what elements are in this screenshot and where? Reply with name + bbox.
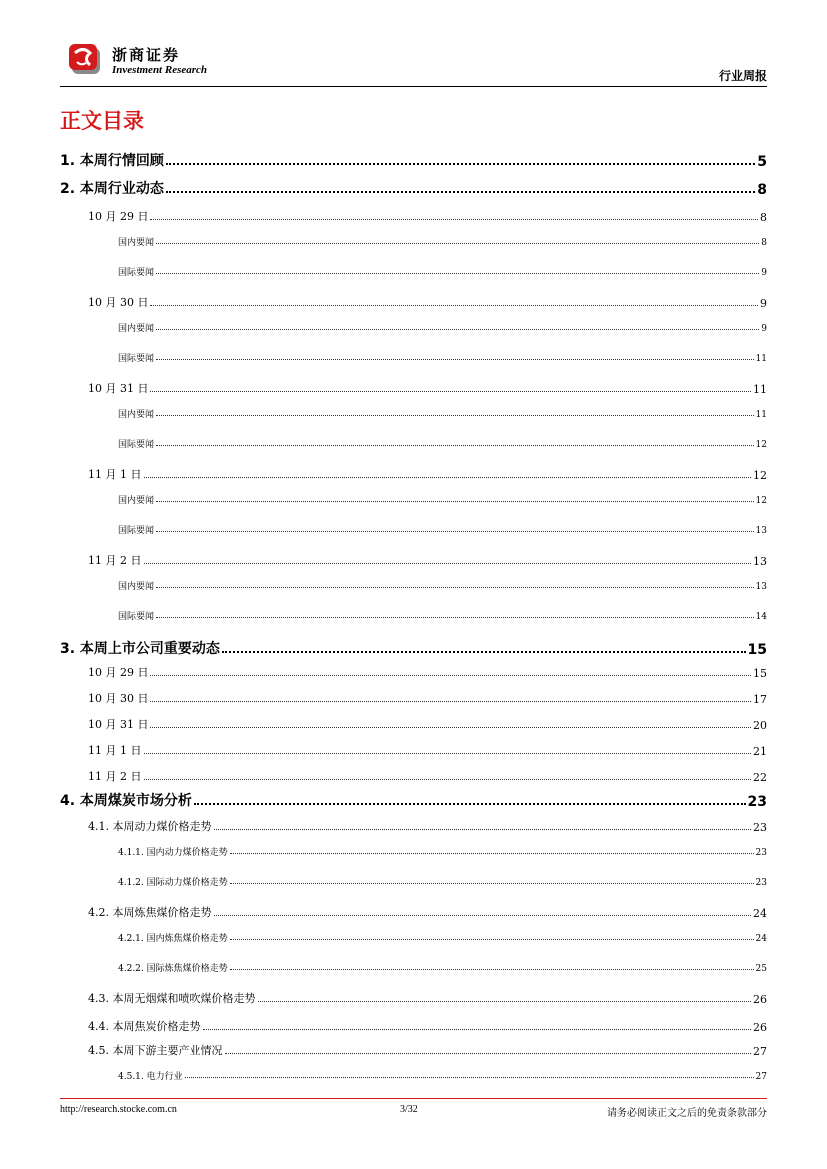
- toc-entry-label: 国内要闻: [118, 410, 155, 420]
- toc-entry-label: 4.2. 本周炼焦煤价格走势: [88, 906, 212, 919]
- toc-entry[interactable]: [60, 436, 767, 450]
- toc-entry-page: 27: [755, 1072, 767, 1082]
- toc-entry-label: 国际要闻: [118, 440, 155, 450]
- toc-leader-dots: [156, 243, 759, 244]
- toc-entry[interactable]: [60, 904, 767, 920]
- toc-entry-page: 23: [755, 878, 767, 888]
- toc-entry-page: 24: [755, 934, 767, 944]
- toc-leader-dots: [230, 853, 754, 854]
- toc-entry[interactable]: [60, 492, 767, 506]
- toc-entry-page: 9: [760, 297, 767, 310]
- toc-entry[interactable]: [60, 1042, 767, 1058]
- toc-entry[interactable]: [60, 178, 767, 198]
- toc-entry[interactable]: [60, 234, 767, 248]
- toc-entry[interactable]: [60, 578, 767, 592]
- toc-entry-label: 11 月 2 日: [88, 770, 142, 783]
- toc-entry-page: 22: [753, 771, 767, 784]
- toc-leader-dots: [230, 969, 754, 970]
- toc-entry[interactable]: [60, 264, 767, 278]
- toc-entry-label: 11 月 1 日: [88, 468, 142, 481]
- toc-entry[interactable]: [60, 930, 767, 944]
- toc-leader-dots: [166, 163, 755, 165]
- toc-entry[interactable]: [60, 844, 767, 858]
- toc-leader-dots: [156, 501, 754, 502]
- toc-leader-dots: [230, 883, 754, 884]
- toc-entry-label: 10 月 29 日: [88, 210, 149, 223]
- toc-entry[interactable]: [60, 320, 767, 334]
- toc-entry-label: 4. 本周煤炭市场分析: [60, 793, 192, 809]
- toc-entry-label: 1. 本周行情回顾: [60, 153, 164, 169]
- toc-leader-dots: [150, 391, 751, 392]
- toc-leader-dots: [258, 1001, 752, 1002]
- toc-entry-page: 9: [761, 268, 767, 278]
- page-header: [60, 40, 767, 88]
- toc-entry[interactable]: [60, 522, 767, 536]
- toc-entry[interactable]: [60, 208, 767, 224]
- footer-url[interactable]: http://research.stocke.com.cn: [60, 1104, 177, 1115]
- toc-entry-label: 10 月 30 日: [88, 692, 149, 705]
- toc-entry-page: 15: [753, 667, 767, 680]
- toc-entry-page: 13: [755, 582, 767, 592]
- toc-leader-dots: [225, 1053, 752, 1054]
- toc-leader-dots: [156, 359, 754, 360]
- toc-entry-page: 20: [753, 719, 767, 732]
- toc-entry-page: 23: [755, 848, 767, 858]
- toc-entry-label: 4.5.1. 电力行业: [118, 1072, 183, 1082]
- toc-leader-dots: [214, 829, 752, 830]
- zheshang-securities-logo-icon: [66, 40, 106, 80]
- toc-entry-page: 11: [753, 383, 767, 396]
- footer-disclaimer: 请务必阅读正文之后的免责条款部分: [607, 1108, 767, 1119]
- toc-entry-page: 9: [761, 324, 767, 334]
- toc-entry[interactable]: [60, 350, 767, 364]
- toc-entry-label: 4.1. 本周动力煤价格走势: [88, 820, 212, 833]
- toc-entry-page: 5: [757, 154, 767, 170]
- toc-entry[interactable]: [60, 664, 767, 680]
- toc-entry[interactable]: [60, 1018, 767, 1034]
- toc-entry-label: 4.1.2. 国际动力煤价格走势: [118, 878, 228, 888]
- toc-entry-page: 25: [755, 964, 767, 974]
- toc-entry[interactable]: [60, 768, 767, 784]
- toc-entry-label: 国际要闻: [118, 612, 155, 622]
- toc-leader-dots: [185, 1077, 754, 1078]
- toc-leader-dots: [150, 305, 758, 306]
- toc-leader-dots: [156, 531, 754, 532]
- toc-leader-dots: [150, 701, 751, 702]
- toc-leader-dots: [144, 563, 752, 564]
- toc-entry-page: 21: [753, 745, 767, 758]
- toc-leader-dots: [150, 727, 751, 728]
- toc-entry[interactable]: [60, 818, 767, 834]
- toc-leader-dots: [222, 651, 746, 653]
- toc-entry-page: 13: [755, 526, 767, 536]
- toc-entry[interactable]: [60, 874, 767, 888]
- toc-entry-label: 4.2.2. 国际炼焦煤价格走势: [118, 964, 228, 974]
- toc-entry[interactable]: [60, 406, 767, 420]
- toc-entry[interactable]: [60, 990, 767, 1006]
- page-title: 正文目录: [60, 109, 144, 133]
- toc-leader-dots: [203, 1029, 752, 1030]
- toc-leader-dots: [194, 803, 746, 805]
- brand-name: 浙商证券: [112, 46, 181, 64]
- toc-entry[interactable]: [60, 552, 767, 568]
- toc-entry-label: 10 月 29 日: [88, 666, 149, 679]
- toc-leader-dots: [166, 191, 755, 193]
- toc-entry[interactable]: [60, 380, 767, 396]
- toc-entry-page: 27: [753, 1045, 767, 1058]
- toc-leader-dots: [144, 477, 752, 478]
- toc-entry-label: 4.3. 本周无烟煤和喷吹煤价格走势: [88, 992, 256, 1005]
- toc-entry[interactable]: [60, 716, 767, 732]
- toc-entry[interactable]: [60, 1068, 767, 1082]
- toc-entry-page: 26: [753, 1021, 767, 1034]
- toc-entry-page: 8: [757, 182, 767, 198]
- toc-leader-dots: [144, 753, 752, 754]
- toc-entry-page: 24: [753, 907, 767, 920]
- toc-leader-dots: [156, 445, 754, 446]
- toc-leader-dots: [150, 219, 758, 220]
- toc-leader-dots: [156, 415, 754, 416]
- toc-entry-label: 国内要闻: [118, 324, 155, 334]
- header-rule: [60, 86, 767, 87]
- toc-leader-dots: [150, 675, 751, 676]
- toc-entry-label: 2. 本周行业动态: [60, 181, 164, 197]
- toc-leader-dots: [156, 617, 754, 618]
- toc-entry[interactable]: [60, 150, 767, 170]
- toc-entry-page: 11: [755, 410, 767, 420]
- toc-entry-page: 26: [753, 993, 767, 1006]
- toc-entry-page: 12: [755, 440, 767, 450]
- toc-leader-dots: [156, 273, 759, 274]
- toc-entry[interactable]: [60, 960, 767, 974]
- toc-leader-dots: [156, 587, 754, 588]
- toc-entry-page: 23: [753, 821, 767, 834]
- toc-entry[interactable]: [60, 294, 767, 310]
- toc-entry-label: 国际要闻: [118, 268, 155, 278]
- toc-entry-page: 12: [753, 469, 767, 482]
- footer-rule: [60, 1098, 767, 1099]
- toc-entry[interactable]: [60, 690, 767, 706]
- toc-entry-label: 国内要闻: [118, 582, 155, 592]
- toc-entry-label: 10 月 31 日: [88, 382, 149, 395]
- brand-subtitle: Investment Research: [112, 64, 208, 76]
- toc-entry[interactable]: [60, 466, 767, 482]
- toc-entry-label: 国内要闻: [118, 238, 155, 248]
- toc-entry-label: 国际要闻: [118, 526, 155, 536]
- toc-entry-label: 11 月 1 日: [88, 744, 142, 757]
- toc-entry-label: 3. 本周上市公司重要动态: [60, 641, 220, 657]
- toc-entry-page: 8: [760, 211, 767, 224]
- toc-entry[interactable]: [60, 638, 767, 658]
- toc-entry[interactable]: [60, 742, 767, 758]
- toc-entry-label: 4.4. 本周焦炭价格走势: [88, 1020, 201, 1033]
- toc-entry-label: 4.5. 本周下游主要产业情况: [88, 1044, 223, 1057]
- toc-leader-dots: [144, 779, 752, 780]
- toc-leader-dots: [214, 915, 752, 916]
- toc-entry-label: 国内要闻: [118, 496, 155, 506]
- toc-entry-page: 8: [761, 238, 767, 248]
- toc-entry-label: 11 月 2 日: [88, 554, 142, 567]
- toc-entry-label: 国际要闻: [118, 354, 155, 364]
- toc-leader-dots: [230, 939, 754, 940]
- toc-entry-label: 10 月 31 日: [88, 718, 149, 731]
- toc-entry-label: 4.2.1. 国内炼焦煤价格走势: [118, 934, 228, 944]
- toc-entry-page: 11: [755, 354, 767, 364]
- toc-entry-label: 10 月 30 日: [88, 296, 149, 309]
- toc-entry-label: 4.1.1. 国内动力煤价格走势: [118, 848, 228, 858]
- toc-entry-page: 15: [747, 642, 767, 658]
- toc-entry-page: 17: [753, 693, 767, 706]
- toc-entry-page: 12: [755, 496, 767, 506]
- toc-entry[interactable]: [60, 790, 767, 810]
- toc-leader-dots: [156, 329, 759, 330]
- toc-entry[interactable]: [60, 608, 767, 622]
- toc-entry-page: 13: [753, 555, 767, 568]
- report-type: 行业周报: [718, 69, 767, 83]
- toc-entry-page: 23: [747, 794, 767, 810]
- footer-page-number: 3/32: [400, 1104, 418, 1115]
- toc-entry-page: 14: [755, 612, 767, 622]
